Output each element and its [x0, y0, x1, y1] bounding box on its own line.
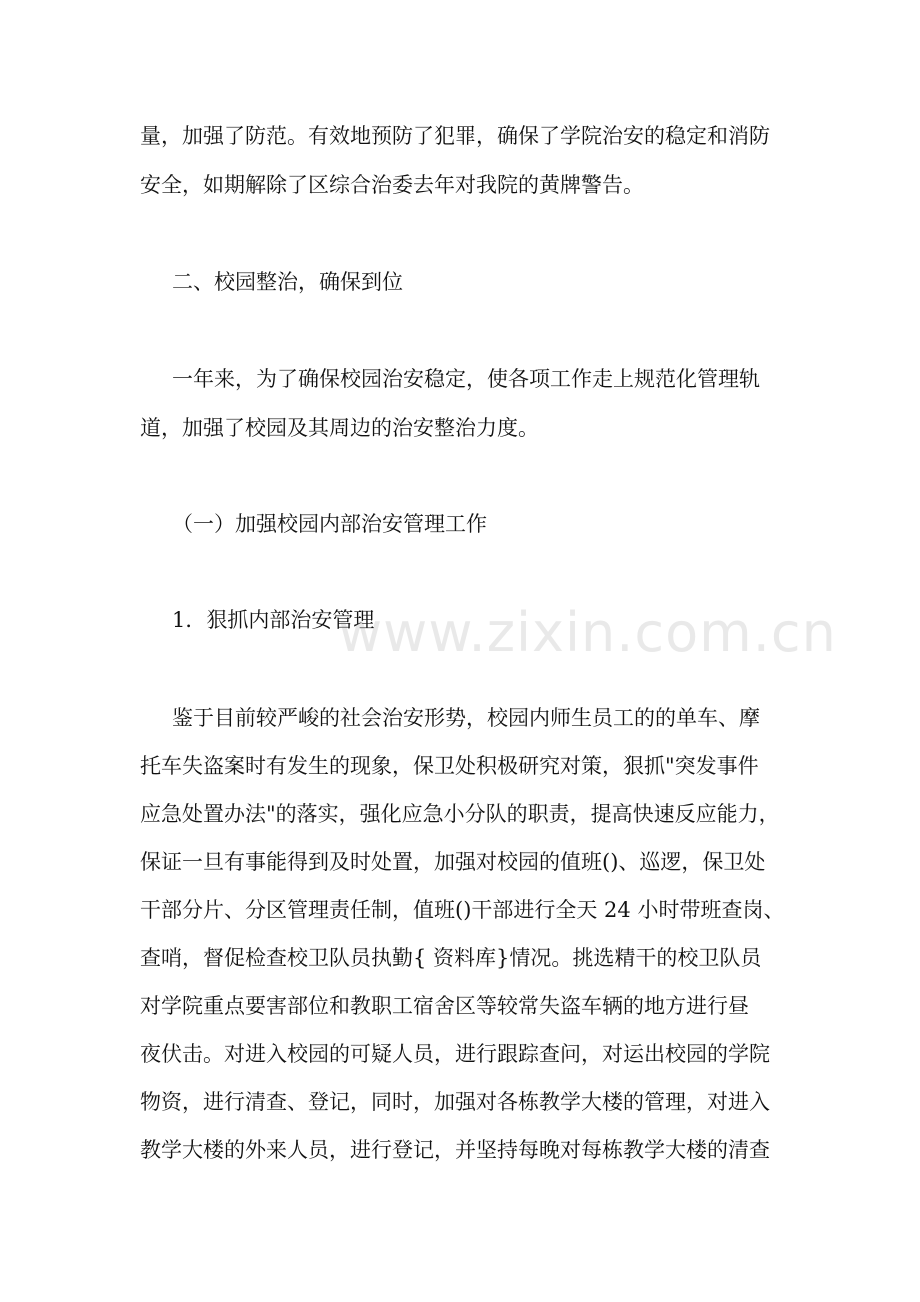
item-heading-1: 1．狠抓内部治安管理: [172, 608, 375, 632]
section-heading-2: 二、校园整治，确保到位: [172, 270, 403, 294]
paragraph-3-line-10: 教学大楼的外来人员，进行登记，并坚持每晚对每栋教学大楼的清查: [140, 1138, 770, 1162]
paragraph-3-line-6: 查哨，督促检查校卫队员执勤{ 资料库}情况。挑选精干的校卫队员: [140, 946, 762, 970]
paragraph-1-line-1: 量，加强了防范。有效地预防了犯罪，确保了学院治安的稳定和消防: [140, 124, 770, 148]
watermark: www.zixin.com.cn: [338, 601, 837, 664]
paragraph-2-line-1: 一年来，为了确保校园治安稳定，使各项工作走上规范化管理轨: [172, 367, 760, 391]
paragraph-3-line-7: 对学院重点要害部位和教职工宿舍区等较常失盗车辆的地方进行昼: [140, 994, 749, 1018]
paragraph-2-line-2: 道，加强了校园及其周边的治安整治力度。: [140, 416, 539, 440]
paragraph-3-line-3: 应急处置办法"的落实，强化应急小分队的职责，提高快速反应能力，: [140, 802, 780, 826]
paragraph-3-line-8: 夜伏击。对进入校园的可疑人员，进行跟踪查问，对运出校园的学院: [140, 1042, 770, 1066]
paragraph-3-line-5: 干部分片、分区管理责任制，值班()干部进行全天 24 小时带班查岗、: [140, 898, 785, 922]
paragraph-3-line-4: 保证一旦有事能得到及时处置，加强对校园的值班()、巡逻，保卫处: [140, 850, 766, 874]
paragraph-3-line-1: 鉴于目前较严峻的社会治安形势，校园内师生员工的的单车、摩: [172, 706, 760, 730]
subsection-heading-1: （一）加强校园内部治安管理工作: [172, 512, 487, 536]
paragraph-3-line-9: 物资，进行清查、登记，同时，加强对各栋教学大楼的管理，对进入: [140, 1090, 770, 1114]
paragraph-1-line-2: 安全，如期解除了区综合治委去年对我院的黄牌警告。: [140, 173, 644, 197]
paragraph-3-line-2: 托车失盗案时有发生的现象，保卫处积极研究对策，狠抓"突发事件: [140, 754, 759, 778]
